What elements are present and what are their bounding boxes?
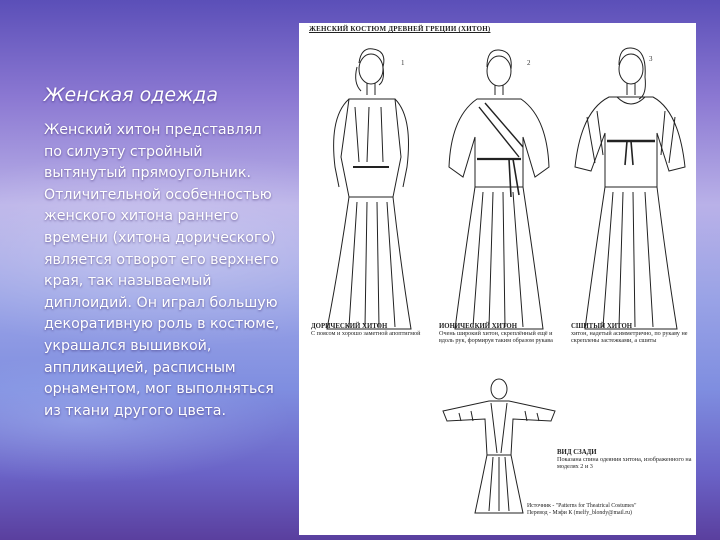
caption-doric-chiton [311,323,429,337]
caption-sewn-chiton [571,323,689,344]
caption-ionic-chiton [439,323,557,344]
caption-title: ДОРИЧЕСКИЙ ХИТОН [311,323,388,330]
source-note [527,503,693,517]
caption-title: ВИД СЗАДИ [557,449,597,456]
caption-title: ИОНИЧЕСКИЙ ХИТОН [439,323,517,330]
figure-number-1: 1 [401,59,405,67]
caption-text: Показана спина одеяния хитона, изображенного на моделях 2 и 3 [557,456,692,470]
ionic-chiton-figure [439,37,559,337]
caption-text: хитон, надетый асимметрично, по рукаву не скреплены застежками, а сшиты [571,330,688,344]
caption-text: Очень широкий хитон, скреплённый ещё и вдоль рук, формируя таким образом рукава [439,330,553,344]
doric-chiton-figure [309,37,429,337]
slide-body-text: Женский хитон представлял по силуэту стройный вытянутый прямоугольник. Отличительной особенностью женского хитона раннего времени (хитона дорического) является отворот его верхнего края, так называемый диплоидий. Он играл большую декоративную роль в костюме, украшался вышивкой, аппликацией, расписным орнаментом, мог выполняться из ткани другого цвета. [44,122,280,419]
caption-title: СШИТЫЙ ХИТОН [571,323,633,330]
translator-line: Перевод - Мэфи К (melfy_blondy@mail.ru) [527,510,632,516]
back-view-figure [439,375,559,515]
figure-number-3: 3 [649,55,653,63]
figure-number-2: 2 [527,59,531,67]
caption-back-view [557,449,695,470]
costume-illustration-sheet [299,23,696,535]
sheet-header: ЖЕНСКИЙ КОСТЮМ ДРЕВНЕЙ ГРЕЦИИ (ХИТОН) [309,25,491,33]
sewn-chiton-figure [567,37,692,337]
caption-text: С поясом и хорошо заметной апоптигмой [311,330,421,337]
source-line: Источник - "Patterns for Theatrical Costumes" [527,503,637,509]
slide-title: Женская одежда [44,84,218,106]
